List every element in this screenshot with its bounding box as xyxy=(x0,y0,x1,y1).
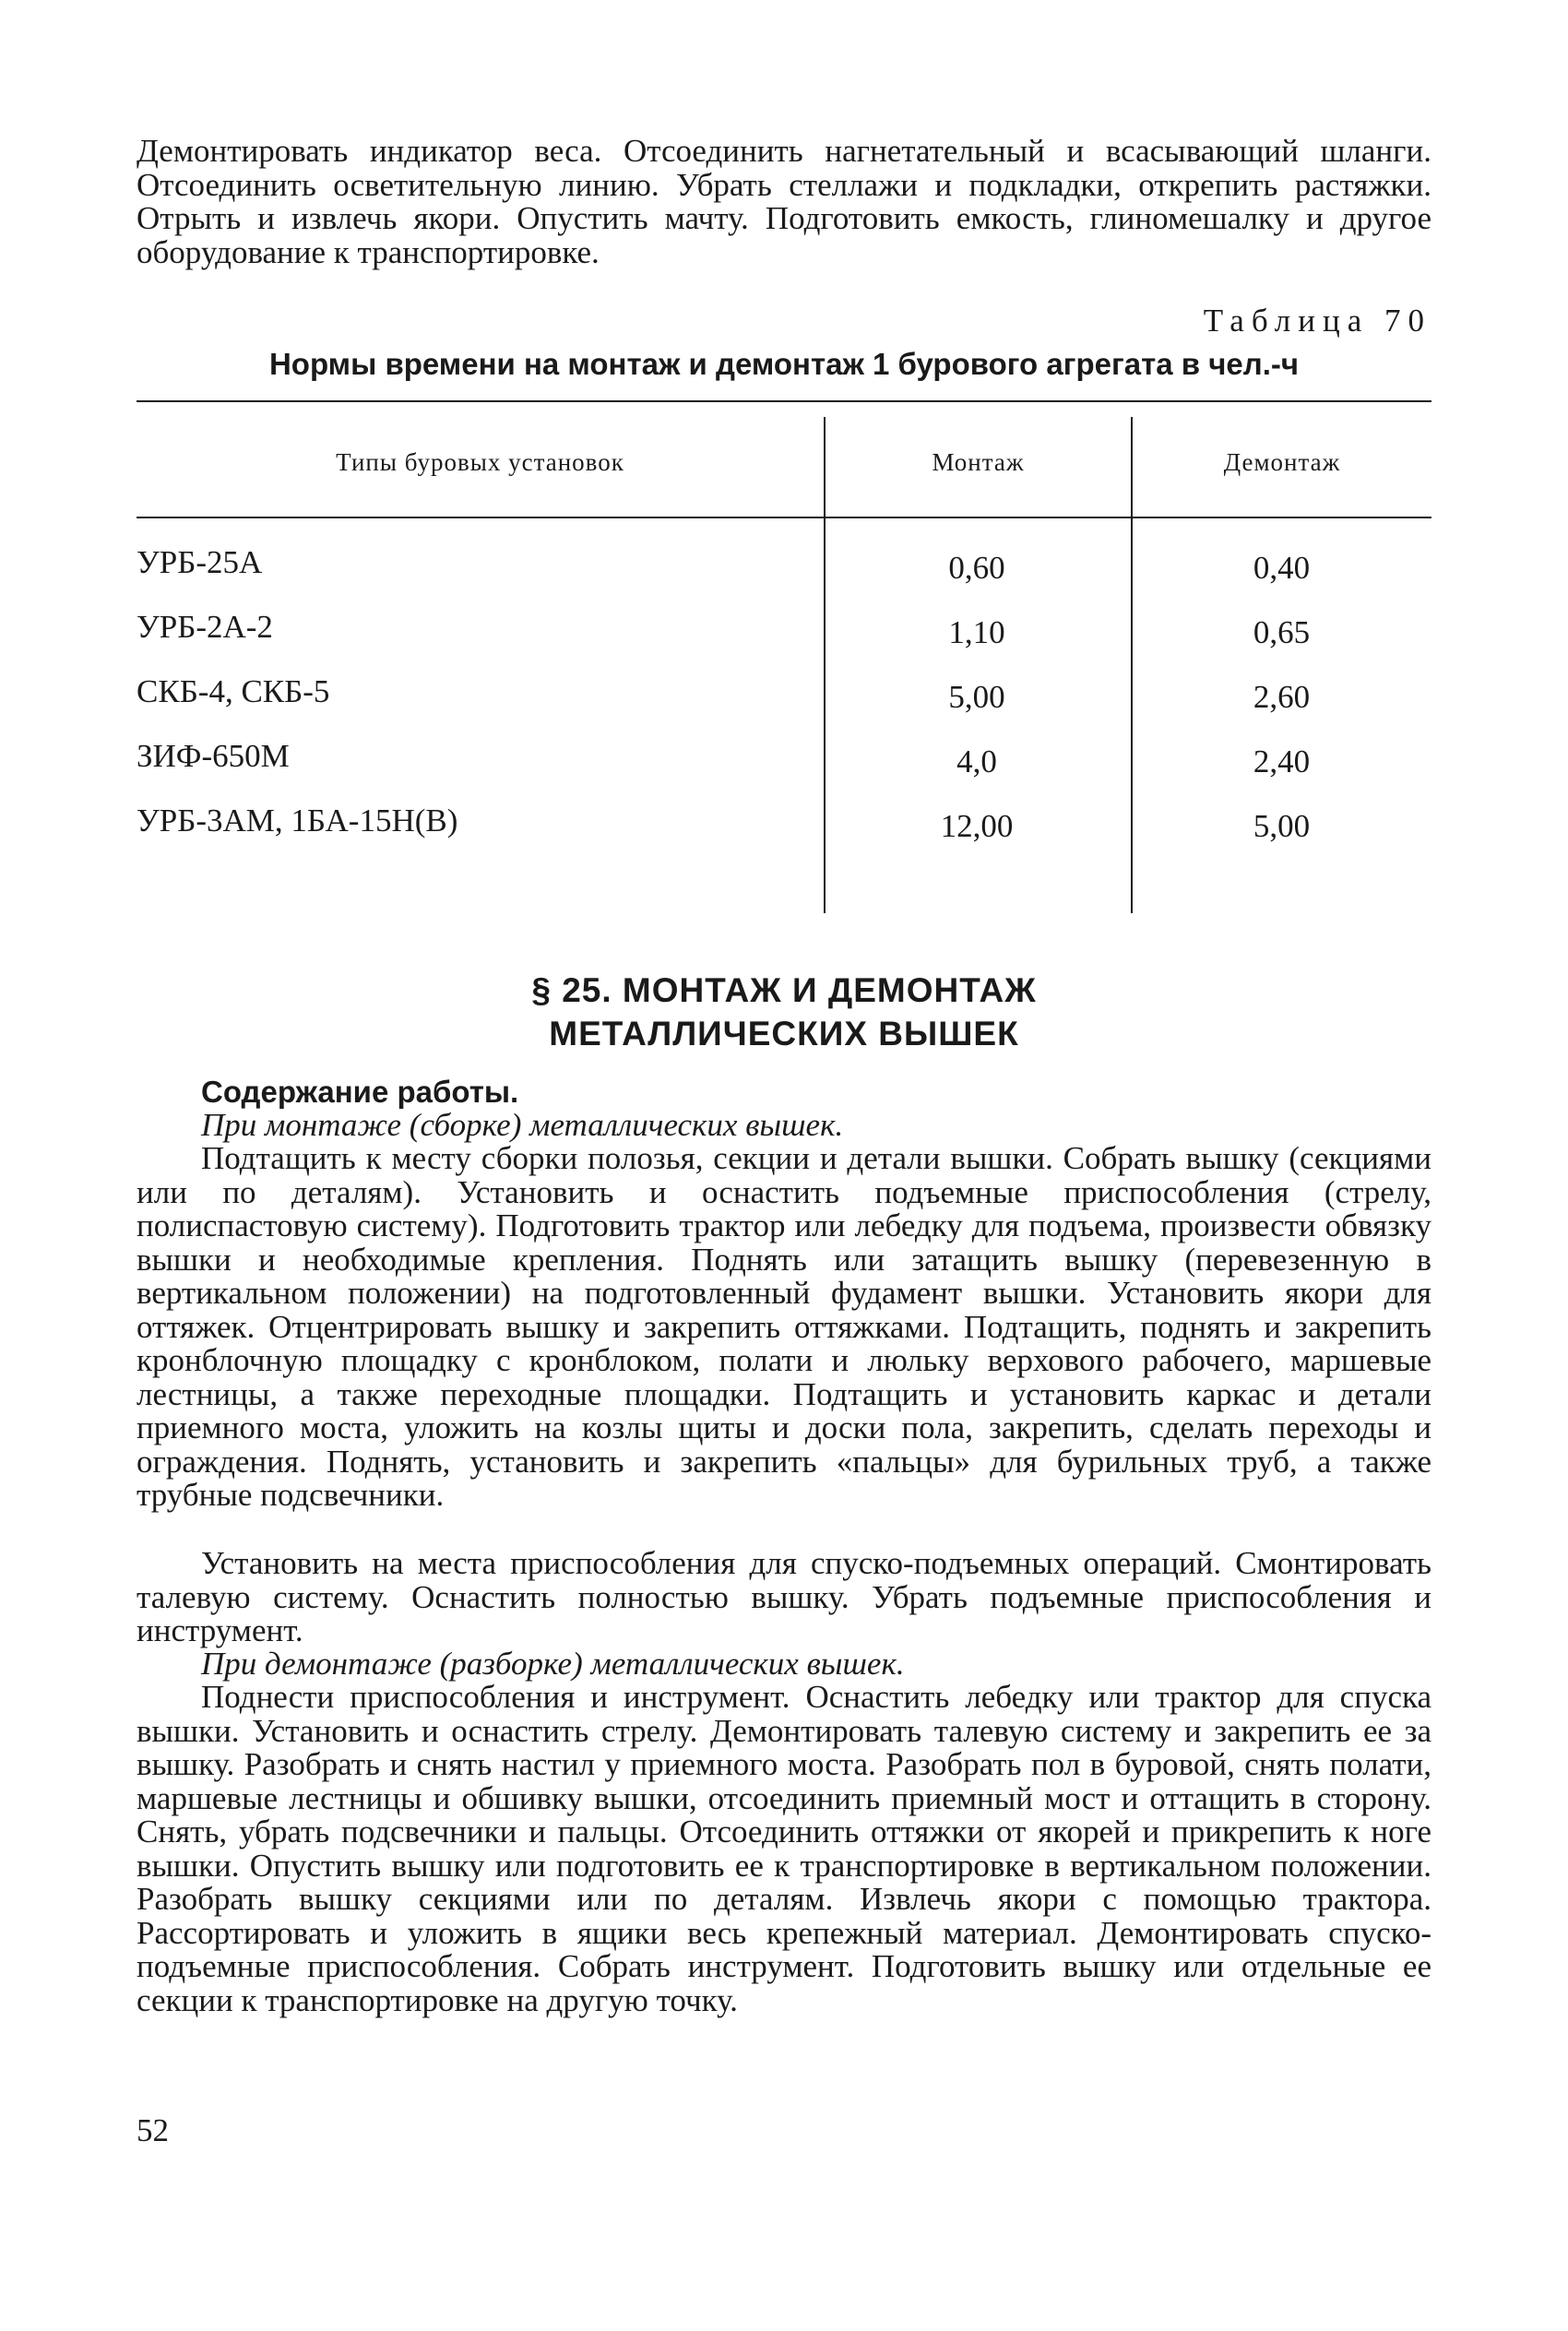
table-cell-mount: 5,00 xyxy=(948,679,1005,715)
table-cell-dismount: 2,40 xyxy=(1253,743,1311,779)
mounting-paragraph-2: Установить на места приспособления для спуско-подъемных операций. Смонтировать талевую систему. Оснастить полностью вышку. Убрать подъемные приспособления и инструмент. xyxy=(137,1545,1431,1648)
table-header-rule xyxy=(137,517,1431,518)
table-label: Таблица 70 xyxy=(1203,303,1431,339)
table-header-type: Типы буровых установок xyxy=(336,448,624,476)
table-cell-dismount: 5,00 xyxy=(1253,808,1311,844)
dismount-paragraph: Поднести приспособления и инструмент. Оснастить лебедку или трактор для спуска вышки. Установить и оснастить стрелу. Демонтировать талевую систему и закрепить ее за вышку. Разобрать и снять настил у приемного моста. Разобрать пол в буровой, снять полати, маршевые лестницы и обшивку вышки, отсоединить приемный мост и оттащить в сторону. Снять, убрать подсвечники и пальцы. Отсоединить оттяжки от якорей и прикрепить к ноге вышки. Опустить вышку или подготовить ее к транспортировке в вертикальном положении. Разобрать вышку секциями или по деталям. Извлечь якори с помощью трактора. Рассортировать и уложить в ящики весь крепежный материал. Демонтировать спуско-подъемные приспособления. Собрать инструмент. Подготовить вышку или отдельные ее секции к транспортировке на другую точку. xyxy=(137,1679,1431,2018)
table-cell-mount: 12,00 xyxy=(940,808,1014,844)
table-cell-type: ЗИФ-650М xyxy=(137,738,290,774)
table-cell-type: УРБ-25А xyxy=(137,544,263,580)
mounting-paragraph-1: Подтащить к месту сборки полозья, секции и детали вышки. Собрать вышку (секциями или по деталям). Установить и оснастить подъемные приспособления (стрелу, полиспастовую систему). Подготовить трактор или лебедку для подъема, произвести обвязку вышки и необходимые крепления. Поднять или затащить вышку (перевезенную в вертикальном положении) на подготовленный фудамент вышки. Установить якори для оттяжек. Отцентрировать вышку и закрепить оттяжками. Подтащить, поднять и закрепить кронблочную площадку с кронблоком, полати и люльку верхового рабочего, маршевые лестницы, а также переходные площадки. Подтащить и установить каркас и детали приемного моста, уложить на козлы щиты и доски пола, закрепить, сделать переходы и ограждения. Поднять, установить и закрепить «пальцы» для бурильных труб, а также трубные подсвечники. xyxy=(137,1140,1431,1513)
table-cell-type: УРБ-2А-2 xyxy=(137,609,273,645)
table-cell-type: СКБ-4, СКБ-5 xyxy=(137,673,330,709)
table-title: Нормы времени на монтаж и демонтаж 1 бурового агрегата в чел.-ч xyxy=(268,347,1300,381)
section-heading-line-1: § 25. МОНТАЖ И ДЕМОНТАЖ xyxy=(531,971,1037,1009)
table-cell-dismount: 0,65 xyxy=(1253,614,1311,650)
table-cell-mount: 4,0 xyxy=(956,743,997,779)
page-number: 52 xyxy=(137,2112,169,2148)
mounting-subtitle: При монтаже (сборке) металлических вышек. xyxy=(201,1107,844,1143)
table-header-dismount: Демонтаж xyxy=(1223,448,1341,476)
section-heading-line-2: МЕТАЛЛИЧЕСКИХ ВЫШЕК xyxy=(549,1015,1019,1053)
table-cell-mount: 1,10 xyxy=(948,614,1005,650)
table-top-rule xyxy=(137,400,1431,402)
table-cell-mount: 0,60 xyxy=(948,550,1005,586)
intro-paragraph: Демонтировать индикатор веса. Отсоединить нагнетательный и всасывающий шланги. Отсоединить осветительную линию. Убрать стеллажи и подкладки, открепить растяжки. Отрыть и извлечь якори. Опустить мачту. Подготовить емкость, глиномешалку и другое оборудование к транспортировке. xyxy=(137,133,1431,270)
table-header-mount: Монтаж xyxy=(932,448,1025,476)
dismount-subtitle: При демонтаже (разборке) металлических вышек. xyxy=(201,1646,905,1682)
table-cell-dismount: 0,40 xyxy=(1253,550,1311,586)
content-label: Содержание работы. xyxy=(201,1075,519,1109)
table-cell-type: УРБ-3АМ, 1БА-15Н(В) xyxy=(137,803,458,838)
table-cell-dismount: 2,60 xyxy=(1253,679,1311,715)
